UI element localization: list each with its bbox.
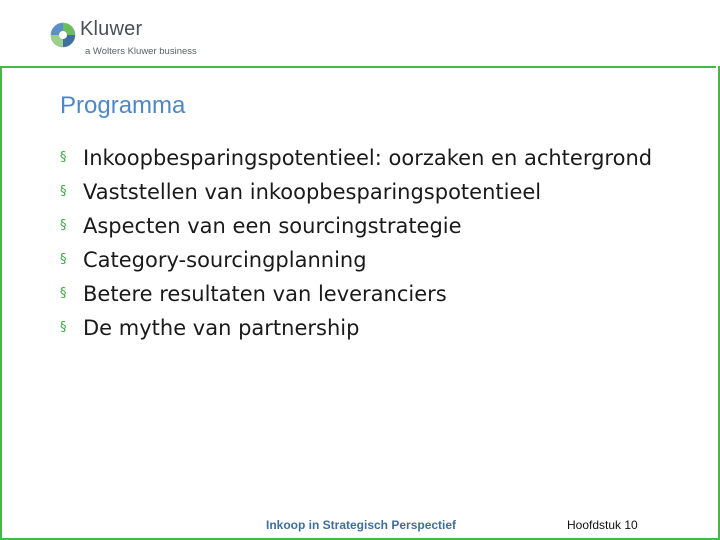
globe-icon (50, 22, 76, 48)
bullet-marker-icon: § (60, 252, 67, 267)
bullet-marker-icon: § (60, 184, 67, 199)
footer-book-title: Inkoop in Strategisch Perspectief (266, 518, 457, 532)
bullet-text: Inkoopbesparingspotentieel: oorzaken en achtergrond (83, 146, 653, 170)
footer-chapter: Hoofdstuk 10 (567, 518, 638, 532)
bullet-marker-icon: § (60, 286, 67, 301)
bullet-item (60, 214, 660, 238)
bullet-list (60, 146, 660, 350)
bullet-item (60, 248, 660, 272)
kluwer-logo (50, 18, 220, 60)
bullet-text: De mythe van partnership (83, 316, 360, 340)
bullet-text: Aspecten van een sourcingstrategie (83, 214, 462, 238)
slide-title: Programma (60, 92, 186, 119)
bullet-item (60, 282, 660, 306)
brand-tagline: a Wolters Kluwer business (85, 46, 197, 57)
bullet-text: Vaststellen van inkoopbesparingspotentieel (83, 180, 542, 204)
bullet-text: Betere resultaten van leveranciers (83, 282, 447, 306)
bullet-marker-icon: § (60, 150, 67, 165)
bullet-item (60, 316, 660, 340)
bullet-text: Category-sourcingplanning (83, 248, 367, 272)
bullet-marker-icon: § (60, 218, 67, 233)
bullet-item (60, 180, 660, 204)
bullet-item (60, 146, 660, 170)
brand-name: Kluwer (80, 18, 143, 40)
bullet-marker-icon: § (60, 320, 67, 335)
